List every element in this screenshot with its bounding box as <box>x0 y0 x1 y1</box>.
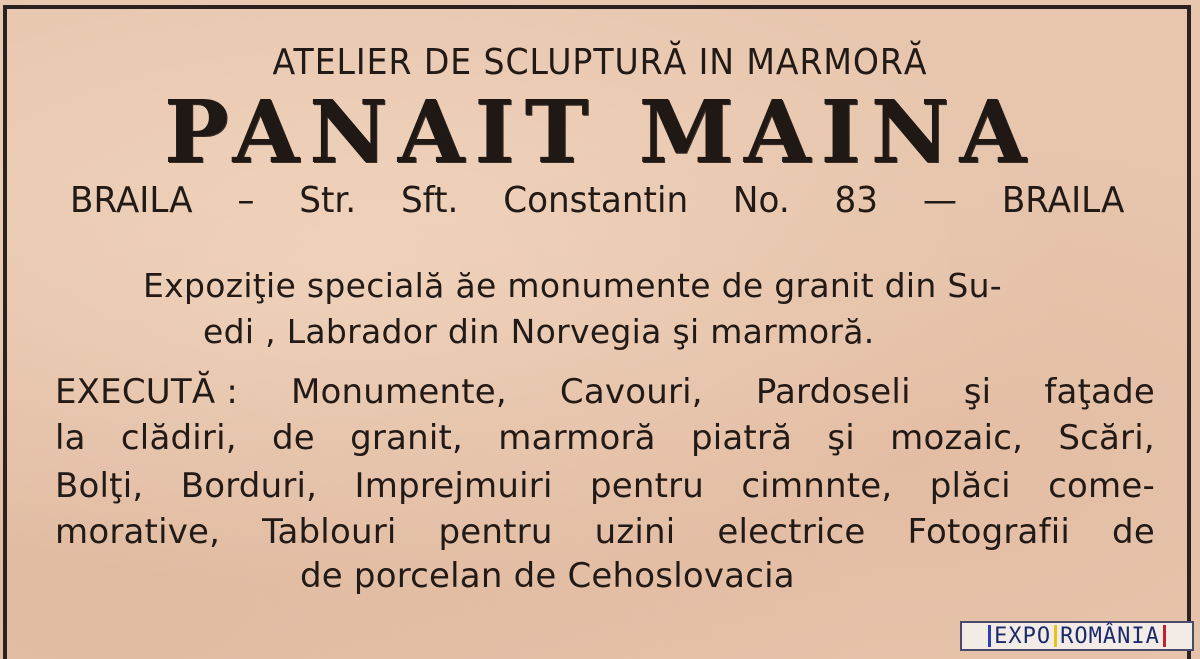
execute-word: electrice <box>717 512 866 552</box>
execute-word: marmoră <box>498 418 656 458</box>
execute-word: de <box>271 418 315 458</box>
address-word: BRAILA <box>1001 180 1125 221</box>
ad-header: ATELIER DE SCLUPTURĂ IN MARMORĂ <box>272 42 928 83</box>
flag-stripe-yellow <box>1054 625 1057 647</box>
execute-word: Borduri, <box>180 466 318 506</box>
flag-stripe-red <box>1163 625 1166 647</box>
execute-word: mozaic, <box>890 418 1024 458</box>
execute-line-5: de porcelan de Cehoslovacia <box>300 556 795 596</box>
execute-word: la <box>55 418 86 458</box>
address-word: No. <box>732 180 790 221</box>
flag-stripe-blue <box>988 625 991 647</box>
execute-line-1 <box>55 372 1155 412</box>
expo-romania-watermark <box>960 621 1194 651</box>
execute-word: granit, <box>350 418 464 458</box>
execute-word: Scări, <box>1058 418 1155 458</box>
address-word: 83 <box>834 180 879 221</box>
address-word: – <box>237 180 255 221</box>
execute-word: Monumente, <box>291 372 507 412</box>
execute-word: Imprejmuiri <box>354 466 553 506</box>
execute-word: piatră <box>690 418 793 458</box>
address-word: Sft. <box>400 180 459 221</box>
watermark-left-text: EXPO <box>994 623 1052 649</box>
execute-word: Fotografii <box>907 512 1071 552</box>
execute-word: come- <box>1048 466 1155 506</box>
execute-word: şi <box>963 372 992 412</box>
ad-title: PANAIT MAINA <box>163 82 1037 183</box>
exhibition-line-2: edi , Labrador din Norvegia şi marmoră. <box>203 312 875 351</box>
execute-word: plăci <box>929 466 1011 506</box>
address-word: — <box>922 180 958 221</box>
execute-word: EXECUTĂ : <box>55 372 238 412</box>
execute-line-3 <box>55 466 1155 506</box>
execute-word: pentru <box>438 512 553 552</box>
execute-word: clădiri, <box>120 418 237 458</box>
execute-word: de <box>1112 512 1155 552</box>
execute-line-2 <box>55 418 1155 458</box>
address-word: Constantin <box>503 180 689 221</box>
execute-word: Pardoseli <box>755 372 911 412</box>
exhibition-line-1: Expoziţie specială ăe monumente de granit din Su- <box>143 266 1003 305</box>
execute-word: morative, <box>55 512 221 552</box>
execute-word: uzini <box>594 512 676 552</box>
execute-word: Tablouri <box>262 512 397 552</box>
execute-word: şi <box>827 418 855 458</box>
address-word: BRAILA <box>70 180 193 221</box>
watermark-right-text: ROMÂNIA <box>1060 623 1160 649</box>
ad-address <box>70 180 1125 221</box>
execute-word: Cavouri, <box>559 372 703 412</box>
address-word: Str. <box>299 180 357 221</box>
execute-word: cimnnte, <box>741 466 893 506</box>
execute-word: Bolţi, <box>55 466 144 506</box>
execute-word: pentru <box>589 466 705 506</box>
execute-word: faţade <box>1044 372 1155 412</box>
execute-line-4 <box>55 512 1155 552</box>
